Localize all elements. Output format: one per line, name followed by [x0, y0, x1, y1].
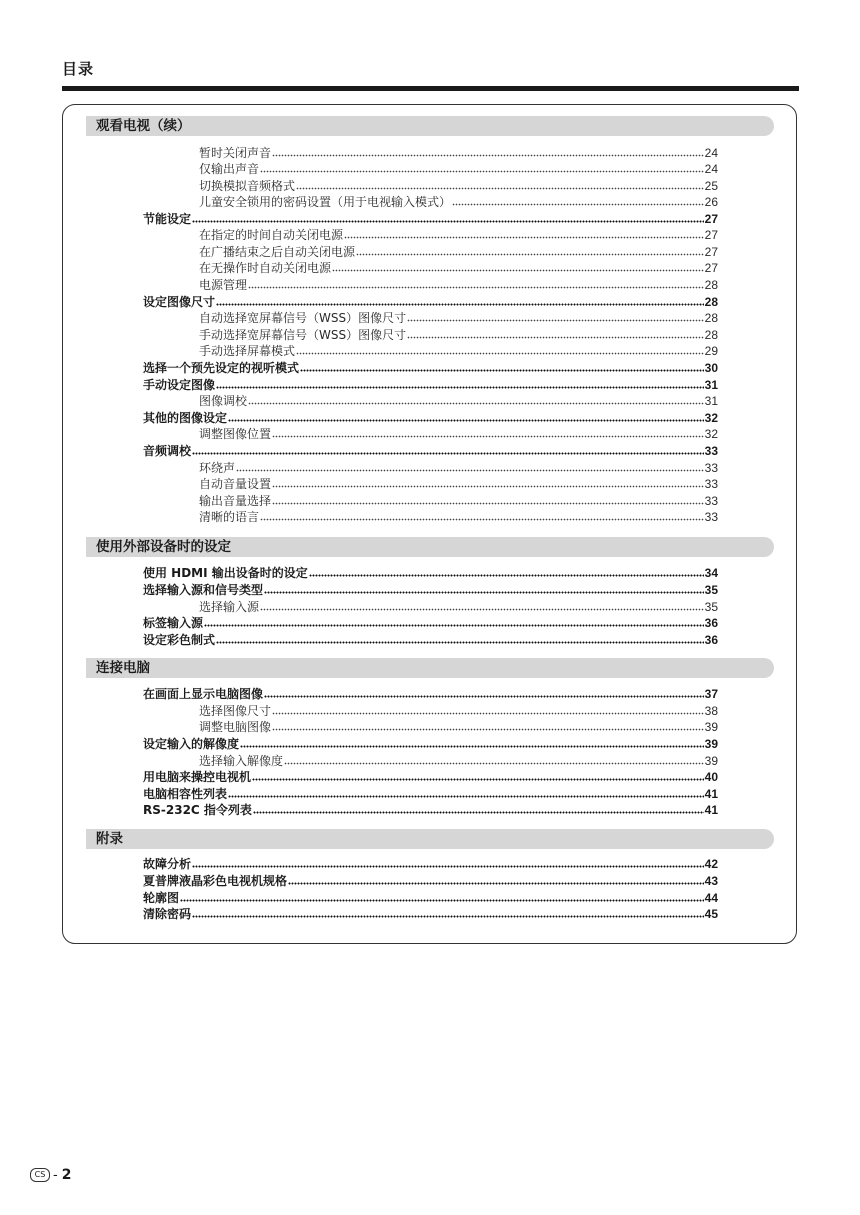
- toc-entry[interactable]: 选择图像尺寸 38: [199, 704, 718, 718]
- section-header: 连接电脑: [86, 658, 774, 678]
- language-badge: CS: [30, 1168, 50, 1182]
- toc-entry[interactable]: 清除密码 45: [143, 907, 718, 921]
- toc-entry[interactable]: 调整图像位置 32: [199, 427, 718, 441]
- toc-entry[interactable]: RS-232C 指令列表 41: [143, 803, 718, 817]
- toc-entry[interactable]: 音频调校 33: [143, 444, 718, 458]
- page-footer: [30, 1167, 71, 1183]
- toc-entry[interactable]: 电脑相容性列表 41: [143, 787, 718, 801]
- toc-entry[interactable]: 环绕声 33: [199, 461, 718, 475]
- toc-entry[interactable]: 轮廓图 44: [143, 891, 718, 905]
- toc-entry[interactable]: 选择输入源 35: [199, 600, 718, 614]
- toc-entry[interactable]: 夏普牌液晶彩色电视机规格 43: [143, 874, 718, 888]
- toc-entry[interactable]: 自动选择宽屏幕信号（WSS）图像尺寸 28: [199, 311, 718, 325]
- toc-entry[interactable]: 图像调校 31: [199, 394, 718, 408]
- toc-entry[interactable]: 设定彩色制式 36: [143, 633, 718, 647]
- toc-entry[interactable]: 切换模拟音频格式 25: [199, 179, 718, 193]
- page-title: 目录: [62, 60, 95, 78]
- toc-entry[interactable]: 故障分析 42: [143, 857, 718, 871]
- toc-entry[interactable]: 自动音量设置 33: [199, 477, 718, 491]
- toc-entry[interactable]: 电源管理 28: [199, 278, 718, 292]
- toc-entry[interactable]: 在画面上显示电脑图像 37: [143, 687, 718, 701]
- toc-entry[interactable]: 用电脑来操控电视机 40: [143, 770, 718, 784]
- toc-entry[interactable]: 设定图像尺寸 28: [143, 295, 718, 309]
- footer-separator: -: [53, 1167, 58, 1183]
- toc-entry[interactable]: 调整电脑图像 39: [199, 720, 718, 734]
- toc-entry[interactable]: 仅输出声音 24: [199, 162, 718, 176]
- toc-entry[interactable]: 选择一个预先设定的视听模式 30: [143, 361, 718, 375]
- toc-entry[interactable]: 儿童安全锁用的密码设置（用于电视输入模式） 26: [199, 195, 718, 209]
- toc-entry[interactable]: 清晰的语言 33: [199, 510, 718, 524]
- section-header: 观看电视（续）: [86, 116, 774, 136]
- toc-entry[interactable]: 在无操作时自动关闭电源 27: [199, 261, 718, 275]
- toc-entry[interactable]: 其他的图像设定 32: [143, 411, 718, 425]
- toc-entry[interactable]: 暂时关闭声音 24: [199, 146, 718, 160]
- section-header: 使用外部设备时的设定: [86, 537, 774, 557]
- toc-entry[interactable]: 手动选择宽屏幕信号（WSS）图像尺寸 28: [199, 328, 718, 342]
- toc-entry[interactable]: 在指定的时间自动关闭电源 27: [199, 228, 718, 242]
- toc-entry[interactable]: 输出音量选择 33: [199, 494, 718, 508]
- toc-entry[interactable]: 使用 HDMI 输出设备时的设定 34: [143, 566, 718, 580]
- section-header: 附录: [86, 829, 774, 849]
- toc-entry[interactable]: 选择输入源和信号类型 35: [143, 583, 718, 597]
- title-divider: [62, 86, 799, 91]
- toc-entry[interactable]: 选择输入解像度 39: [199, 754, 718, 768]
- toc-entry[interactable]: 手动设定图像 31: [143, 378, 718, 392]
- toc-entry[interactable]: 标签输入源 36: [143, 616, 718, 630]
- toc-entry[interactable]: 节能设定 27: [143, 212, 718, 226]
- toc-entry[interactable]: 在广播结束之后自动关闭电源 27: [199, 245, 718, 259]
- page-number: 2: [61, 1167, 72, 1183]
- toc-entry[interactable]: 设定输入的解像度 39: [143, 737, 718, 751]
- toc-entry[interactable]: 手动选择屏幕模式 29: [199, 344, 718, 358]
